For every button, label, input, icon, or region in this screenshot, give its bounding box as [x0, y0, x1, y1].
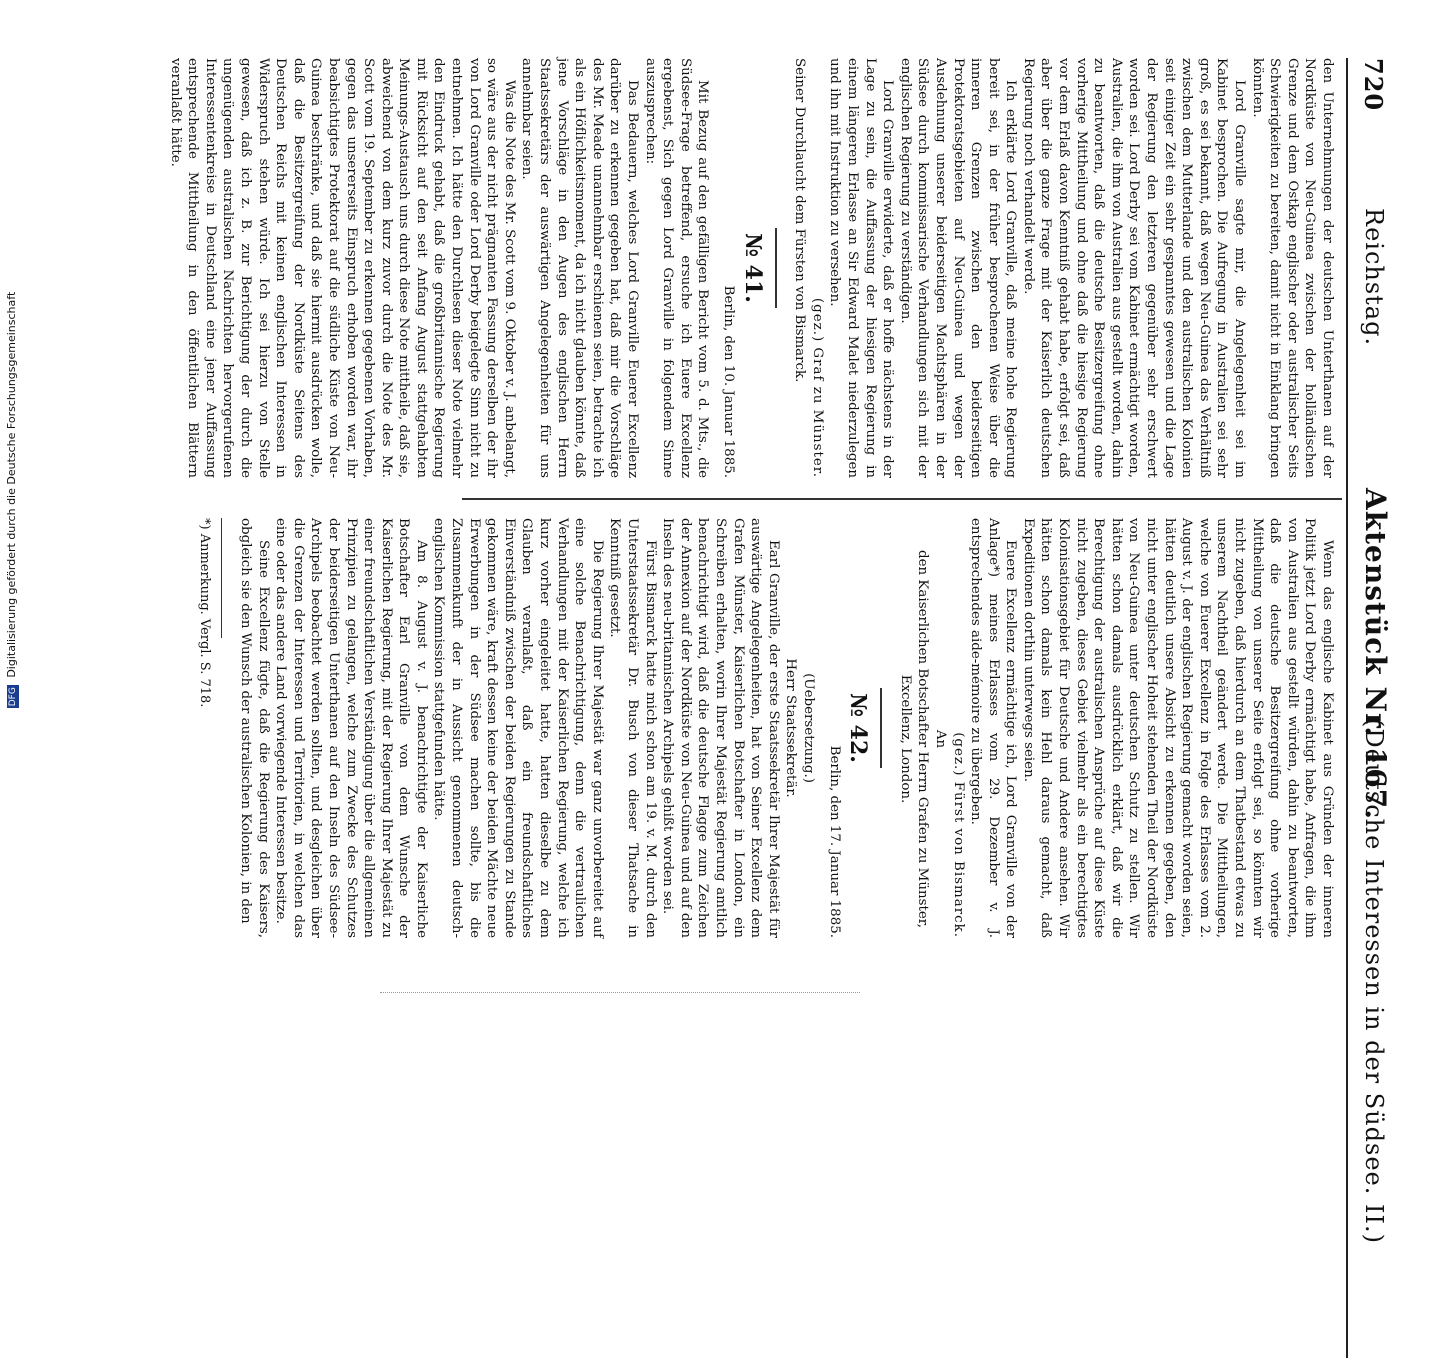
header-rule: [1346, 58, 1348, 1358]
page-number: 720: [1359, 58, 1388, 112]
footnote: *) Anmerkung. Vergl. S. 718.: [197, 518, 212, 708]
left-column: [166, 58, 1336, 478]
paragraph: Euere Excellenz ermächtige ich, Lord Granville von der Anlage*) meines Erlasses vom 29. Dezember v. J. entsprechendes aide-mémoire zu übergeben.: [968, 518, 1019, 938]
scanned-page: [92, 58, 1392, 1244]
paragraph: Wenn das englische Kabinet aus Gründen der inneren Politik jetzt Lord Derby ermächtigt habe, Anfragen, die ihm von Australien aus gestellt würden, dahin zu beantworten, daß die deutsche Besitzergreifung ohne vorherige Mittheilung von unserer Seite erfolgt sei, so könnten wir nicht zugeben, daß hierdurch an dem Thatbestand etwas zu unserem Nachtheil geändert werde. Die Mittheilungen, welche von Euerer Excellenz in Folge des Erlasses vom 2. August v. J. der englischen Regierung gemacht worden seien, hätten deutlich unsere Absicht zu erkennen gegeben, den nicht unter englischer Hoheit stehenden Theil der Nordküste von Neu-Guinea unter deutschen Schutz zu stellen. Wir hätten schon damals ausdrücklich erklärt, daß wir die Berechtigung der australischen Ansprüche auf diese Küste nicht zugeben, dieses Gebiet vielmehr als ein berechtigtes Kolonisationsgebiet für Deutsche und Andere ansehen. Wir hätten schon damals kein Hehl daraus gemacht, daß Expeditionen dorthin unterwegs seien.: [1020, 518, 1335, 938]
digitization-credit-strip: [0, 0, 20, 1000]
addressee-line: An: [932, 729, 948, 749]
paragraph: Earl Granville, der erste Staatssekretär Ihrer Majestät für auswärtige Angelegenheiten, hat von Seiner Excellenz dem Grafen Münster, Kaiserlichen Botschafter in London, ein Schreiben erhalten, worin Ihrer Majestät Regierung amtlich benachrichtigt wird, daß die deutsche Flagge zum Zeichen der Annexion auf der Nordküste von Neu-Guinea und auf den Inseln des neu-britannischen Archipels gehißt worden sei.: [660, 518, 781, 938]
running-head-left: Reichstag.: [1360, 208, 1388, 347]
translation-label: (Uebersetzung.): [800, 673, 816, 783]
running-head-right: (Deutsche Interessen in der Südsee. II.): [1360, 718, 1388, 1244]
right-column: [236, 518, 1336, 938]
paragraph: den Unternehmungen der deutschen Unterthanen auf der Nordküste von Neu-Guinea zwischen der holländischen Grenze und dem Ostkap englischer oder australischer Seits Schwierigkeiten zu bereiten, damit nicht in Einklang bringen könnten.: [1249, 58, 1335, 478]
addressee-line: den Kaiserlichen Botschafter Herrn Grafen zu Münster,: [915, 550, 931, 928]
paragraph: Lord Granville erwiderte, daß er hoffe nächstens in der Lage zu sein, die Auffassung der hiesigen Regierung in einem längeren Erlasse an Sir Edward Malet niederzulegen und ihn mit Instruktion zu versehen.: [827, 58, 896, 478]
signature: (gez.) Fürst von Bismarck.: [950, 732, 966, 938]
running-head: [1352, 58, 1392, 1244]
salutation: Herr Staatssekretär.: [783, 658, 799, 798]
paragraph: Lord Granville sagte mir, die Angelegenheit sei im Kabinet besprochen. Die Aufregung in Australien sei sehr groß, es sei bekannt, daß wegen Neu-Guinea das Verhältniß zwischen dem Mutterlande und den australischen Kolonien seit einiger Zeit ein sehr gespanntes gewesen und die Lage der Regierung den letzteren gegenüber sehr erschwert worden sei. Lord Derby sei vom Kabinet ermächtigt worden, Australien, die ihm von Australien aus gestellt worden, dahin zu beantworten, daß die deutsche Besitzergreifung ohne vorherige Mittheilung und ohne daß die hiesige Regierung vor dem Erlaß davon Kenntniß gehabt habe, erfolgt sei, daß aber über die ganze Frage mit der Kaiserlich deutschen Regierung noch verhandelt werde.: [1020, 58, 1248, 478]
digitization-credit: [2, 0, 22, 1000]
paragraph: Ich erklärte Lord Granville, daß meine hohe Regierung bereit sei, in der früher besprochenen Weise über die inneren Grenzen zwischen den beiderseitigen Protektoratsgebieten auf Neu-Guinea und wegen der Ausdehnung unserer beiderseitigen Machtsphären in der Südsee durch kommissarische Verhandlungen sich mit der englischen Regierung zu verständigen.: [897, 58, 1019, 478]
signature: (gez.) Graf zu Münster.: [809, 297, 825, 478]
section-divider: [880, 688, 882, 768]
addressee: Seiner Durchlaucht dem Fürsten von Bismarck.: [792, 58, 808, 383]
paragraph: Was die Note des Mr. Scott vom 9. Oktober v. J. anbelangt, so wäre aus der nicht prägnanten Fassung derselben der ihr von Lord Granville oder Lord Derby beigelegte Sinn nicht zu entnehmen. Ich hätte den Durchlesen dieser Note vielmehr den Eindruck gehabt, daß die großbritannische Regierung mit Rücksicht auf den seit Anfang August stattgehabten Meinungs-Austausch uns durch diese Note mittheile, daß sie, abweichend von dem kurz zuvor durch die Note des Mr. Scott vom 19. September zu erkennen gegebenen Vorhaben, gegen das unsererseits Einspruch erhoben worden war, ihr beabsichtigtes Protektorat auf die südliche Küste von Neu-Guinea beschränke, und daß sie hiermit ausdrücken wolle, daß die Besitzergreifung der Nordküste Seitens des Deutschen Reichs mit keinen englischen Interessen in Widerspruch stehen würde. Ich sei hierzu von Stelle gewesen, daß ich z. B. zur Berichtigung der durch die ungenügenden australischen Nachrichten hervorgerufenen Interessentenkreise in Deutschland eine jener Auffassung entsprechende Mittheilung in den öffentlichen Blättern veranlaßt hätte.: [167, 58, 517, 478]
paragraph: Fürst Bismarck hatte mich schon am 19. v. M. durch den Unterstaatssekretär Dr. Busch von dieser Thatsache in Kenntniß gesetzt.: [607, 518, 658, 938]
paragraph: Am 8. August v. J. benachrichtigte der Kaiserliche Botschafter Earl Granville von dem Wunsche der Kaiserlichen Regierung, mit der Regierung Ihrer Majestät zu einer freundschaftlichen Verständigung über die allgemeinen Prinzipien zu gelangen, welche zum Zwecke des Schutzes der beiderseitigen Unterthanen auf den Inseln des Südsee-Archipels beobachtet werden sollten, und desgleichen über die Grenzen der Interessen und Territorien, in welchen das eine oder das andere Land vorwiegende Interessen besitze.: [273, 518, 429, 938]
scan-edge-marks: [380, 992, 860, 996]
paragraph: Die Regierung Ihrer Majestät war ganz unvorbereitet auf eine solche Benachrichtigung, denn die vertraulichen Verhandlungen mit der Kaiserlichen Regierung, welche ich kurz vorher eingeleitet hatte, hatten dieselbe zu dem Glauben veranlaßt, daß ein freundschaftliches Einverständniß zwischen der beiden Regierungen zu Stande gekommen wäre, kraft dessen keine der beiden Mächte neue Erwerbungen in der Südsee machen sollte, bis die Zusammenkunft der in Aussicht genommenen deutsch-englischen Kommission stattgefunden hätte.: [431, 518, 605, 938]
addressee-line: Excellenz, London.: [897, 674, 913, 804]
column-divider: [462, 498, 1342, 500]
document-number: № 41.: [739, 233, 766, 303]
paragraph: Seine Excellenz fügte, daß die Regierung des Kaisers, obgleich sie den Wunsch der australischen Kolonien, in den: [237, 518, 271, 938]
footnote-rule: [221, 518, 222, 638]
dateline: Berlin, den 17. Januar 1885.: [826, 745, 842, 938]
digitization-credit-text: Digitalisierung gefördert durch die Deutsche Forschungsgemeinschaft: [5, 291, 18, 678]
paragraph: Das Bedauern, welches Lord Granville Euerer Excellenz darüber zu erkennen gegeben hat, daß mir die Vorschläge des Mr. Meade unannehmbar erschienen seien, betrachte ich als ein Höflichkeitsmoment, da ich nicht glauben könnte, daß jene Vorschläge in den Augen des englischen Herrn Staatssekretärs der auswärtigen Angelegenheiten für uns annehmbar seien.: [519, 58, 641, 478]
document-number: № 42.: [845, 693, 872, 763]
dfg-logo-icon: DFG: [8, 687, 18, 707]
paragraph: Mit Bezug auf den gefälligen Bericht vom 5. d. Mts., die Südsee-Frage betreffend, ersuche ich Euere Excellenz ergebenst, Sich gegen Lord Granville in folgendem Sinne auszusprechen:: [642, 58, 711, 478]
dateline: Berlin, den 10. Januar 1885.: [721, 285, 736, 478]
document-label: Aktenstück Nr. 167.: [1359, 488, 1392, 820]
section-divider: [775, 228, 777, 308]
